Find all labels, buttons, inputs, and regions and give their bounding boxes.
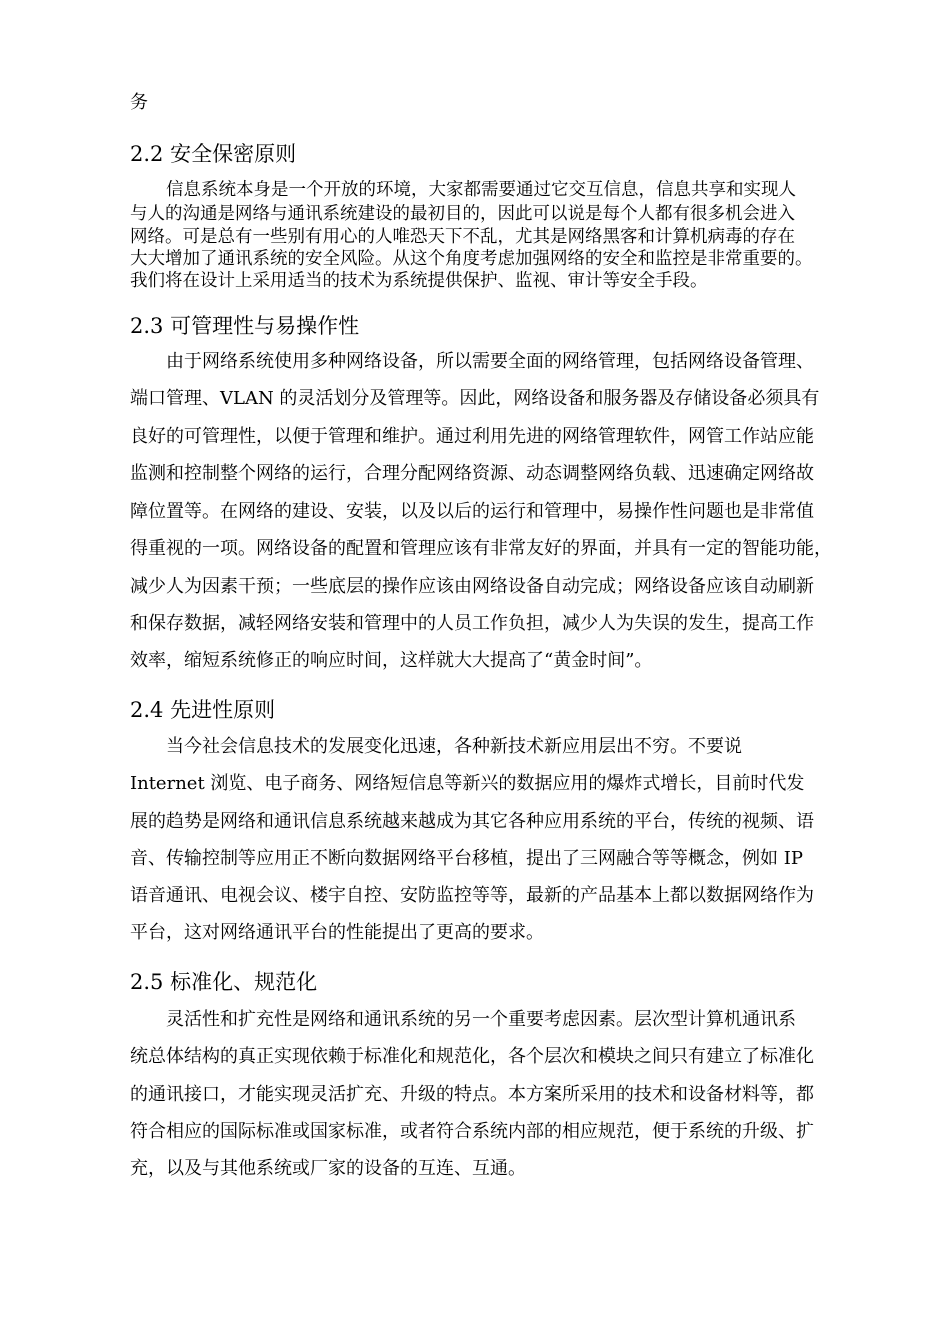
paragraph-line: 符合相应的国际标准或国家标准，或者符合系统内部的相应规范，便于系统的升级、扩 — [130, 1121, 814, 1142]
paragraph-line: 展的趋势是网络和通讯信息系统越来越成为其它各种应用系统的平台，传统的视频、语 — [130, 811, 814, 832]
paragraph-line: 统总体结构的真正实现依赖于标准化和规范化，各个层次和模块之间只有建立了标准化 — [130, 1046, 814, 1067]
paragraph-line: 信息系统本身是一个开放的环境，大家都需要通过它交互信息，信息共享和实现人 — [166, 180, 796, 200]
section-heading-2-5: 2.5 标准化、规范化 — [130, 970, 318, 994]
paragraph-line: 端口管理、VLAN 的灵活划分及管理等。因此，网络设备和服务器及存储设备必须具有 — [130, 388, 820, 409]
paragraph-line: 音、传输控制等应用正不断向数据网络平台移植，提出了三网融合等等概念，例如 IP — [130, 848, 803, 869]
paragraph-line: 减少人为因素干预；一些底层的操作应该由网络设备自动完成；网络设备应该自动刷新 — [130, 576, 814, 597]
paragraph-line: 当今社会信息技术的发展变化迅速，各种新技术新应用层出不穷。不要说 — [166, 736, 742, 757]
paragraph-line: 我们将在设计上采用适当的技术为系统提供保护、监视、审计等安全手段。 — [130, 271, 708, 291]
paragraph-line: 充，以及与其他系统或厂家的设备的互连、互通。 — [130, 1158, 526, 1179]
paragraph-line: 网络。可是总有一些别有用心的人唯恐天下不乱，尤其是网络黑客和计算机病毒的存在 — [130, 227, 795, 247]
paragraph-line: 良好的可管理性，以便于管理和维护。通过利用先进的网络管理软件，网管工作站应能 — [130, 426, 814, 447]
paragraph-line: 障位置等。在网络的建设、安装，以及以后的运行和管理中，易操作性问题也是非常值 — [130, 501, 814, 522]
paragraph-line: 得重视的一项。网络设备的配置和管理应该有非常友好的界面，并具有一定的智能功能， — [130, 538, 832, 559]
paragraph-line: 监测和控制整个网络的运行，合理分配网络资源、动态调整网络负载、迅速确定网络故 — [130, 463, 814, 484]
paragraph-line: Internet 浏览、电子商务、网络短信息等新兴的数据应用的爆炸式增长，目前时代发 — [130, 773, 805, 794]
section-heading-2-3: 2.3 可管理性与易操作性 — [130, 314, 360, 338]
section-heading-2-2: 2.2 安全保密原则 — [130, 142, 297, 166]
paragraph-line: 灵活性和扩充性是网络和通讯系统的另一个重要考虑因素。层次型计算机通讯系 — [166, 1009, 796, 1030]
paragraph-line: 的通讯接口，才能实现灵活扩充、升级的特点。本方案所采用的技术和设备材料等，都 — [130, 1084, 814, 1105]
paragraph-line: 效率，缩短系统修正的响应时间，这样就大大提高了“黄金时间”。 — [130, 650, 653, 671]
paragraph-line: 由于网络系统使用多种网络设备，所以需要全面的网络管理，包括网络设备管理、 — [166, 351, 814, 372]
section-heading-2-4: 2.4 先进性原则 — [130, 698, 276, 722]
paragraph-line: 平台，这对网络通讯平台的性能提出了更高的要求。 — [130, 922, 544, 943]
paragraph-line: 大大增加了通讯系统的安全风险。从这个角度考虑加强网络的安全和监控是非常重要的。 — [130, 249, 813, 269]
paragraph-line: 和保存数据，减轻网络安装和管理中的人员工作负担，减少人为失误的发生，提高工作 — [130, 613, 814, 634]
paragraph-line: 语音通讯、电视会议、楼宇自控、安防监控等等，最新的产品基本上都以数据网络作为 — [130, 885, 814, 906]
top-fragment: 务 — [130, 92, 148, 113]
paragraph-line: 与人的沟通是网络与通讯系统建设的最初目的，因此可以说是每个人都有很多机会进入 — [130, 204, 795, 224]
